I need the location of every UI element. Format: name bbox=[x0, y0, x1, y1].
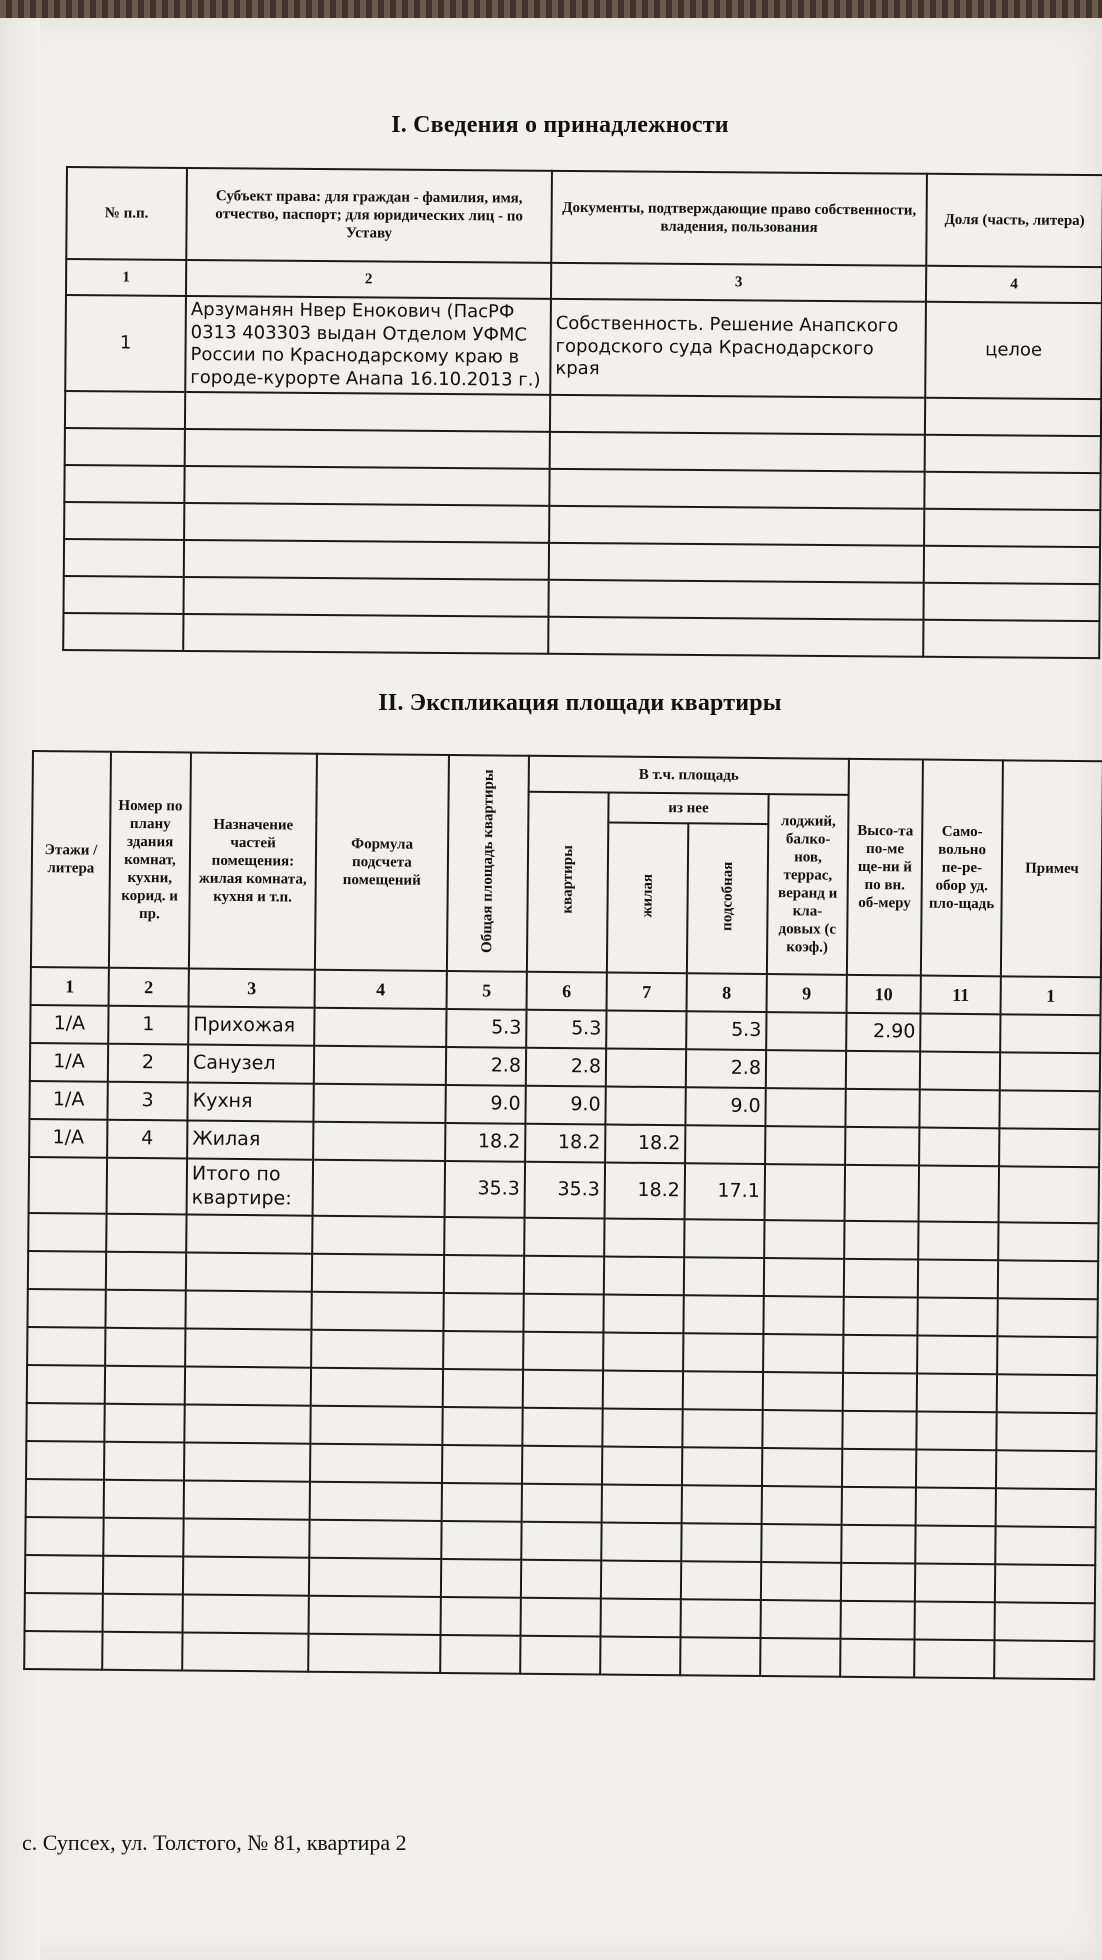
auxiliary-area-cell: 9.0 bbox=[685, 1087, 765, 1126]
col-number: 4 bbox=[926, 266, 1102, 303]
plan-no-cell: 2 bbox=[108, 1044, 188, 1083]
totals-living-area: 18.2 bbox=[605, 1163, 686, 1220]
apartment-area-cell: 9.0 bbox=[525, 1086, 605, 1125]
header-total-area-label: Общая площадь квартиры bbox=[479, 768, 497, 953]
floor-cell: 1/А bbox=[30, 1005, 108, 1044]
ownership-documents: Собственность. Решение Анапского городского суда Краснодарского края bbox=[550, 299, 926, 398]
header-including: В т.ч. площадь bbox=[529, 756, 849, 795]
auxiliary-area-cell: 5.3 bbox=[686, 1011, 766, 1050]
header-purpose: Назначение частей помещения: жилая комната, кухня и т.п. bbox=[189, 753, 317, 970]
header-height: Высо-та по-ме ще-ни й по вн. об-меру bbox=[847, 759, 923, 976]
header-living-label: жилая bbox=[639, 873, 656, 918]
living-area-cell: 18.2 bbox=[605, 1125, 685, 1164]
height-cell: 2.90 bbox=[846, 1013, 920, 1052]
header-apartment-label: квартиры bbox=[559, 845, 577, 914]
purpose-cell: Санузел bbox=[188, 1045, 314, 1084]
plan-no-cell: 4 bbox=[107, 1120, 187, 1159]
col-number: 4 bbox=[315, 970, 447, 1009]
header-subject: Субъект права: для граждан - фамилия, имя, отчество, паспорт; для юридических лиц - по Уставу bbox=[186, 168, 552, 263]
header-self-built: Само-вольно пе-ре-обор уд. пло-щадь bbox=[921, 760, 1003, 977]
total-area-cell: 5.3 bbox=[446, 1009, 526, 1048]
col-number: 9 bbox=[767, 974, 847, 1013]
col-number: 5 bbox=[447, 971, 527, 1010]
col-number: 10 bbox=[847, 975, 921, 1014]
col-number: 3 bbox=[189, 969, 315, 1008]
apartment-area-cell: 18.2 bbox=[525, 1124, 605, 1163]
col-number: 1 bbox=[66, 259, 186, 296]
col-number: 2 bbox=[109, 968, 189, 1007]
plan-no-cell: 3 bbox=[107, 1082, 187, 1121]
col-number: 8 bbox=[687, 973, 767, 1012]
auxiliary-area-cell bbox=[685, 1125, 765, 1164]
header-formula: Формула подсчета помещений bbox=[315, 754, 449, 971]
col-number: 2 bbox=[186, 260, 551, 299]
purpose-cell: Жилая bbox=[187, 1121, 313, 1160]
col-number: 6 bbox=[527, 972, 607, 1011]
header-note: Примеч bbox=[1001, 760, 1102, 977]
header-loggia: лоджий, балко-нов, террас, веранд и кла-довых (с коэф.) bbox=[767, 794, 849, 975]
height-cell bbox=[845, 1089, 919, 1128]
area-explication-table bbox=[23, 750, 1102, 1680]
ownership-share: целое bbox=[925, 302, 1102, 399]
height-cell bbox=[845, 1127, 919, 1166]
empty-row bbox=[63, 613, 1099, 658]
header-floor: Этажи / литера bbox=[31, 751, 111, 968]
totals-total-area: 35.3 bbox=[445, 1161, 526, 1218]
col-number: 1 bbox=[31, 967, 109, 1006]
total-area-cell: 9.0 bbox=[445, 1085, 525, 1124]
owner-subject: Арзуманян Нвер Енокович (ПасРФ 0313 403303 выдан Отделом УФМС России по Краснодарскому краю в городе-курорте Анапа 16.10.2013 г.) bbox=[185, 296, 551, 395]
purpose-cell: Кухня bbox=[187, 1083, 313, 1122]
total-area-cell: 18.2 bbox=[445, 1123, 525, 1162]
header-share: Доля (часть, литера) bbox=[926, 174, 1102, 267]
table-row bbox=[65, 295, 1102, 399]
totals-row bbox=[29, 1157, 1100, 1223]
col-number: 11 bbox=[921, 976, 1001, 1015]
header-auxiliary bbox=[687, 823, 768, 974]
header-plan-number: Номер по плану здания комнат, кухни, корид. и пр. bbox=[109, 752, 191, 969]
row-num: 1 bbox=[65, 295, 186, 392]
address-footer: с. Супсех, ул. Толстого, № 81, квартира 2 bbox=[22, 1830, 407, 1855]
plan-no-cell: 1 bbox=[108, 1006, 188, 1045]
living-area-cell bbox=[605, 1087, 685, 1126]
header-total-area bbox=[447, 755, 529, 972]
header-of-it: из нее bbox=[608, 793, 768, 825]
section1-title: I. Сведения о принадлежности bbox=[391, 112, 729, 138]
totals-label: Итого по квартире: bbox=[187, 1159, 314, 1216]
living-area-cell bbox=[606, 1011, 686, 1050]
totals-apartment-area: 35.3 bbox=[525, 1162, 606, 1219]
total-area-cell: 2.8 bbox=[446, 1047, 526, 1086]
header-apartment bbox=[527, 792, 609, 973]
living-area-cell bbox=[606, 1049, 686, 1088]
col-number: 3 bbox=[551, 263, 926, 302]
floor-cell: 1/А bbox=[30, 1043, 108, 1082]
header-auxiliary-label: подсобная bbox=[719, 861, 736, 931]
apartment-area-cell: 2.8 bbox=[526, 1048, 606, 1087]
floor-cell: 1/А bbox=[29, 1081, 107, 1120]
apartment-area-cell: 5.3 bbox=[526, 1010, 606, 1049]
floor-cell: 1/А bbox=[29, 1119, 107, 1158]
purpose-cell: Прихожая bbox=[188, 1007, 314, 1046]
header-documents: Документы, подтверждающие право собственности, владения, пользования bbox=[551, 171, 927, 266]
section2-title: II. Экспликация площади квартиры bbox=[378, 690, 782, 716]
auxiliary-area-cell: 2.8 bbox=[686, 1049, 766, 1088]
header-living bbox=[607, 823, 688, 974]
header-num: № п.п. bbox=[66, 167, 187, 260]
totals-auxiliary-area: 17.1 bbox=[685, 1163, 766, 1220]
col-number: 7 bbox=[607, 973, 687, 1012]
col-number: 1 bbox=[1001, 976, 1101, 1015]
height-cell bbox=[846, 1051, 920, 1090]
ownership-table bbox=[62, 166, 1102, 659]
